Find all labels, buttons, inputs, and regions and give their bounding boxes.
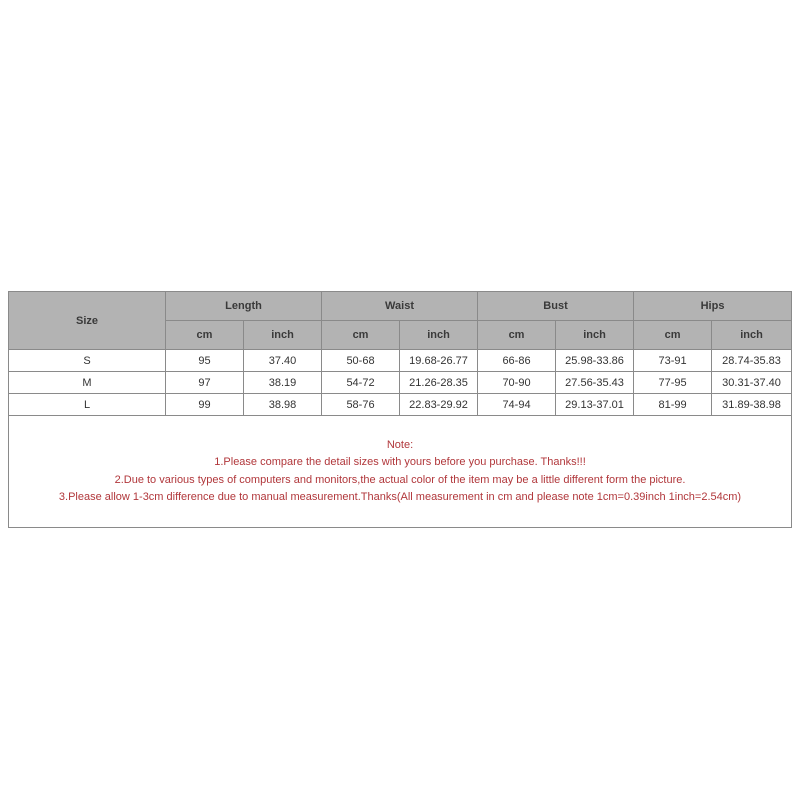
table-cell: 22.83-29.92 xyxy=(400,394,478,416)
note-title: Note: xyxy=(386,438,414,451)
note-line-3: 3.Please allow 1-3cm difference due to manual measurement.Thanks(All measurement in cm and please note 1cm=0.39inch 1inch=2.54cm) xyxy=(58,491,742,503)
table-cell: 27.56-35.43 xyxy=(556,372,634,394)
table-cell: 81-99 xyxy=(634,394,712,416)
table-cell: 70-90 xyxy=(478,372,556,394)
bust-cm-header: cm xyxy=(478,321,556,350)
table-cell: 97 xyxy=(166,372,244,394)
table-cell: 25.98-33.86 xyxy=(556,350,634,372)
table-cell: 58-76 xyxy=(322,394,400,416)
table-row xyxy=(9,394,792,416)
length-inch-header: inch xyxy=(244,321,322,350)
size-cell: S xyxy=(9,350,166,372)
size-header: Size xyxy=(9,292,166,350)
length-header: Length xyxy=(166,292,322,321)
hips-header: Hips xyxy=(634,292,792,321)
table-cell: 77-95 xyxy=(634,372,712,394)
bust-header: Bust xyxy=(478,292,634,321)
note-line-1: 1.Please compare the detail sizes with yours before you purchase. Thanks!!! xyxy=(214,456,586,468)
size-cell: L xyxy=(9,394,166,416)
size-cell: M xyxy=(9,372,166,394)
table-row xyxy=(9,350,792,372)
hips-inch-header: inch xyxy=(712,321,792,350)
table-cell: 31.89-38.98 xyxy=(712,394,792,416)
table-cell: 38.98 xyxy=(244,394,322,416)
table-cell: 30.31-37.40 xyxy=(712,372,792,394)
table-cell: 38.19 xyxy=(244,372,322,394)
table-cell: 28.74-35.83 xyxy=(712,350,792,372)
notes-cell xyxy=(9,416,792,528)
table-cell: 21.26-28.35 xyxy=(400,372,478,394)
waist-inch-header: inch xyxy=(400,321,478,350)
size-chart-table xyxy=(8,291,792,528)
table-row xyxy=(9,372,792,394)
table-cell: 99 xyxy=(166,394,244,416)
table-cell: 19.68-26.77 xyxy=(400,350,478,372)
waist-header: Waist xyxy=(322,292,478,321)
length-cm-header: cm xyxy=(166,321,244,350)
table-cell: 37.40 xyxy=(244,350,322,372)
table-cell: 50-68 xyxy=(322,350,400,372)
waist-cm-header: cm xyxy=(322,321,400,350)
table-cell: 74-94 xyxy=(478,394,556,416)
hips-cm-header: cm xyxy=(634,321,712,350)
table-cell: 66-86 xyxy=(478,350,556,372)
header-row-groups xyxy=(9,292,792,321)
table-cell: 95 xyxy=(166,350,244,372)
notes-row xyxy=(9,416,792,528)
table-cell: 54-72 xyxy=(322,372,400,394)
note-line-2: 2.Due to various types of computers and monitors,the actual color of the item may be a little different form the picture. xyxy=(114,473,686,486)
table-cell: 73-91 xyxy=(634,350,712,372)
bust-inch-header: inch xyxy=(556,321,634,350)
table-cell: 29.13-37.01 xyxy=(556,394,634,416)
